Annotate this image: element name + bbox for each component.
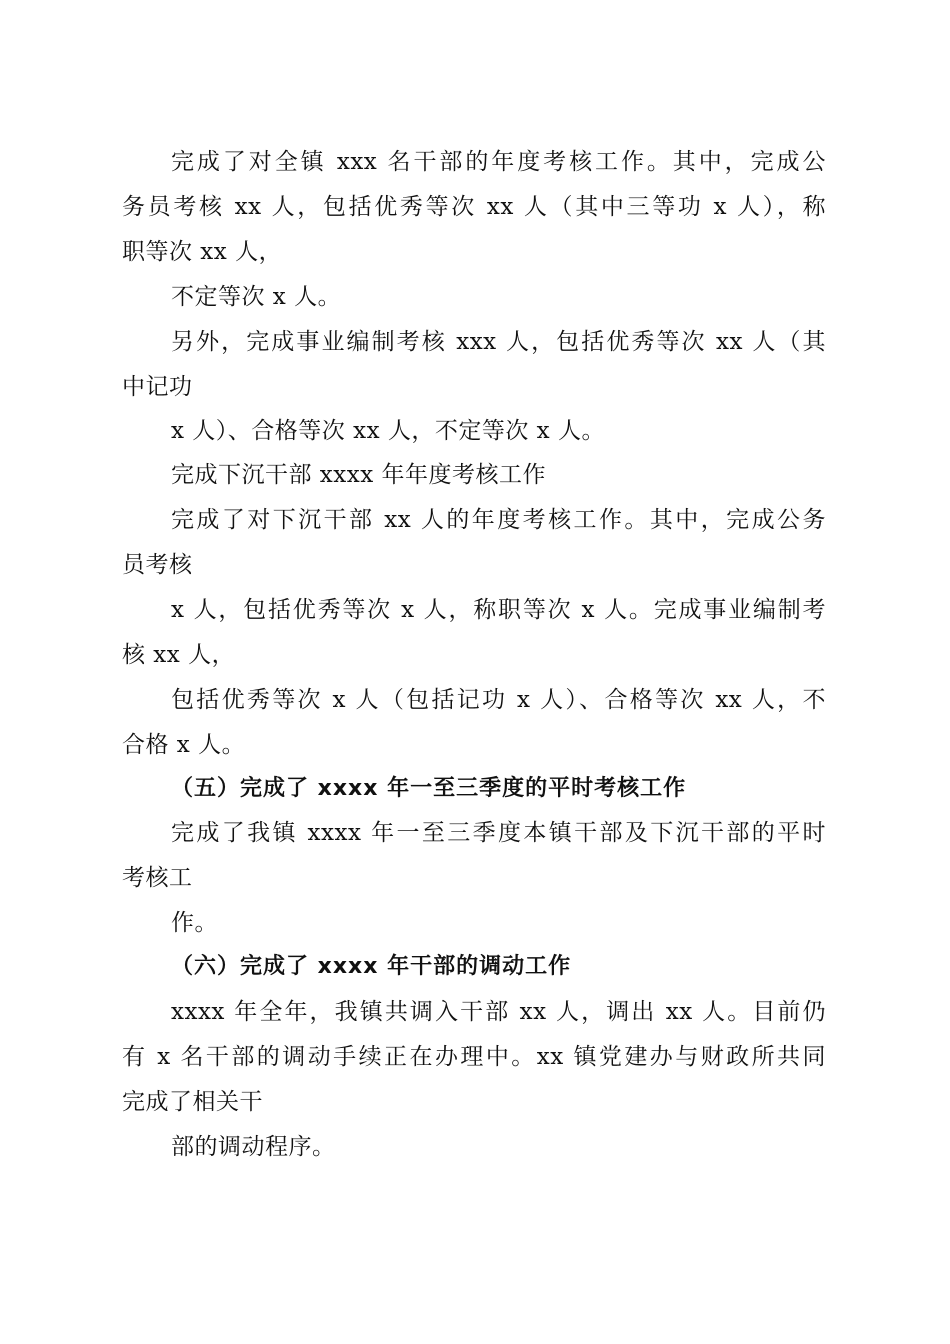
- paragraph-line: 员考核: [122, 552, 193, 578]
- paragraph-line: x 人）、合格等次 xx 人，不定等次 x 人。: [171, 418, 605, 444]
- paragraph-line: x 人，包括优秀等次 x 人，称职等次 x 人。完成事业编制考: [171, 597, 826, 623]
- paragraph-line: 完成了对下沉干部 xx 人的年度考核工作。其中，完成公务: [171, 507, 826, 533]
- paragraph-line: 合格 x 人。: [122, 732, 246, 758]
- paragraph-line: 职等次 xx 人，: [122, 239, 283, 265]
- paragraph-line: 完成了我镇 xxxx 年一至三季度本镇干部及下沉干部的平时: [171, 820, 826, 846]
- paragraph-line: 有 x 名干部的调动手续正在办理中。xx 镇党建办与财政所共同: [122, 1044, 826, 1070]
- section-heading: （五）完成了 xxxx 年一至三季度的平时考核工作: [171, 776, 687, 801]
- paragraph-line: 作。: [171, 910, 218, 936]
- paragraph-line: 另外，完成事业编制考核 xxx 人，包括优秀等次 xx 人（其: [171, 329, 826, 355]
- paragraph-line: 完成了相关干: [122, 1089, 263, 1115]
- paragraph-line: 完成了对全镇 xxx 名干部的年度考核工作。其中，完成公: [171, 149, 826, 175]
- paragraph-line: 包括优秀等次 x 人（包括记功 x 人）、合格等次 xx 人，不: [171, 687, 826, 713]
- paragraph-line: 考核工: [122, 865, 193, 891]
- paragraph-line: 完成下沉干部 xxxx 年年度考核工作: [171, 462, 547, 488]
- section-heading: （六）完成了 xxxx 年干部的调动工作: [171, 954, 572, 979]
- paragraph-line: 中记功: [122, 374, 193, 400]
- paragraph-line: 不定等次 x 人。: [171, 284, 342, 310]
- paragraph-line: 核 xx 人，: [122, 642, 236, 668]
- paragraph-line: xxxx 年全年，我镇共调入干部 xx 人，调出 xx 人。目前仍: [171, 999, 826, 1025]
- paragraph-line: 务员考核 xx 人，包括优秀等次 xx 人（其中三等功 x 人），称: [122, 194, 826, 220]
- paragraph-line: 部的调动程序。: [171, 1134, 336, 1160]
